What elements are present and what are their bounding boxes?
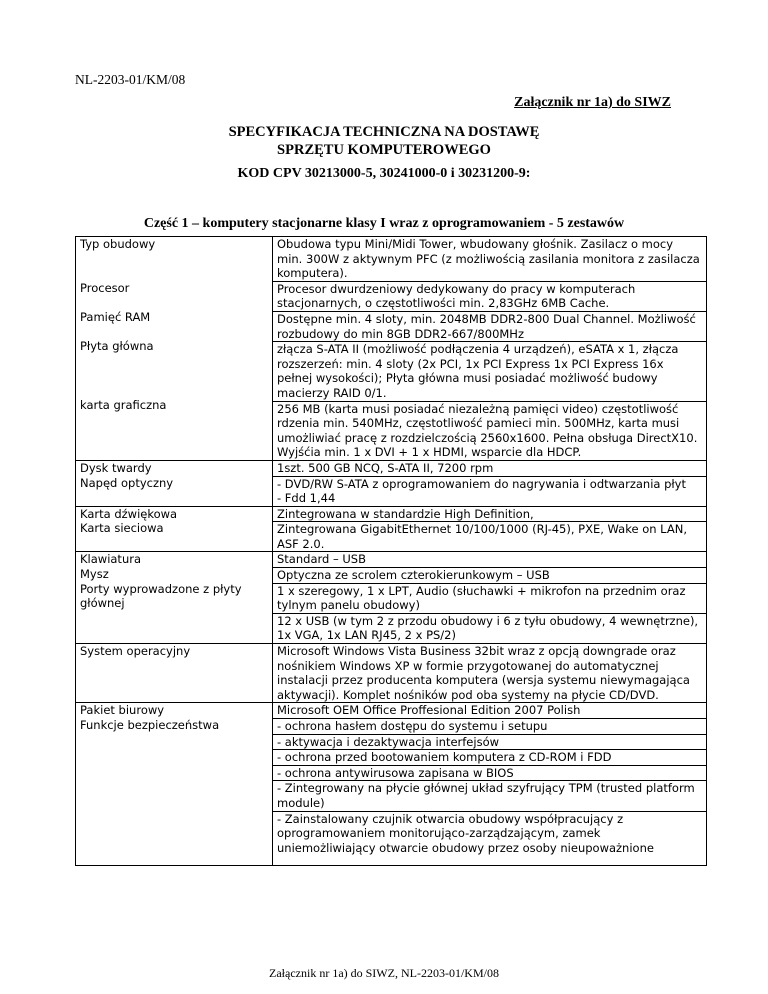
- spec-row: [76, 506, 707, 552]
- spec-label: Mysz: [80, 567, 109, 582]
- spec-label: [80, 266, 268, 281]
- spec-label: karta graficzna: [80, 397, 167, 412]
- spec-value-cell: [273, 703, 707, 866]
- spec-value: - ochrona przed bootowaniem komputera z CD-ROM i FDD: [273, 750, 706, 766]
- spec-value: Zintegrowana w standardzie High Definition,: [273, 507, 706, 523]
- spec-label: Porty wyprowadzone z płyty głównej: [80, 581, 242, 611]
- document-title: [0, 123, 768, 159]
- spec-row: [76, 237, 707, 461]
- spec-value: Procesor dwurdzeniowy dedykowany do pracy w komputerach stacjonarnych, o częstotliwości min. 2,83GHz 6MB Cache.: [273, 282, 706, 312]
- spec-row: [76, 552, 707, 644]
- spec-label-cell: [76, 703, 273, 866]
- spec-value: - aktywacja i dezaktywacja interfejsów: [273, 735, 706, 751]
- spec-value-cell: [273, 237, 707, 461]
- spec-label: [80, 295, 268, 310]
- spec-label: [80, 325, 268, 340]
- spec-value: 1 x szeregowy, 1 x LPT, Audio (słuchawki + mikrofon na przednim oraz tylnym panelu obudowy): [273, 584, 706, 614]
- spec-label-cell: [76, 506, 273, 552]
- spec-label: Karta dźwiękowa: [80, 506, 178, 521]
- spec-label: [80, 368, 268, 383]
- spec-label-cell: [76, 237, 273, 461]
- cpv-code: KOD CPV 30213000-5, 30241000-0 i 30231200-9:: [237, 166, 531, 181]
- spec-row: [76, 703, 707, 866]
- spec-value: Zintegrowana GigabitEthernet 10/100/1000 (RJ-45), PXE, Wake on LAN, ASF 2.0.: [277, 522, 687, 551]
- spec-value: - ochrona antywirusowa zapisana w BIOS: [273, 766, 706, 782]
- spec-label-cell: [76, 552, 273, 644]
- spec-label: [80, 252, 268, 267]
- spec-value-cell: [273, 552, 707, 644]
- spec-label: Płyta główna: [80, 339, 154, 354]
- spec-value: - Zainstalowany czujnik otwarcia obudowy współpracujący z oprogramowaniem monitorująco-zarządzającym, zamek uniemożliwiający otwarcie obudowy przez osoby nieupoważnione: [277, 811, 654, 855]
- spec-value: Obudowa typu Mini/Midi Tower, wbudowany głośnik. Zasilacz o mocy min. 300W z aktywnym PFC (z możliwością zasilania monitora z zasilacza komputera).: [273, 237, 706, 282]
- spec-label: Karta sieciowa: [80, 521, 164, 536]
- spec-label: [80, 354, 268, 369]
- spec-value: złącza S-ATA II (możliwość podłączenia 4 urządzeń), eSATA x 1, złącza rozszerzeń: min. 4 sloty (2x PCI, 1x PCI Express 1x PCI Express 16x pełnej wysokości); Płyta główna musi posiadać możliwość budowy macierzy RAID 0/1.: [273, 342, 706, 401]
- spec-label: Napęd optyczny: [80, 475, 174, 490]
- spec-value-cell: [273, 460, 707, 506]
- part-title: Część 1 – komputery stacjonarne klasy I wraz z oprogramowaniem - 5 zestawów: [143, 216, 625, 231]
- spec-value: - DVD/RW S-ATA z oprogramowaniem do nagrywania i odtwarzania płyt - Fdd 1,44: [277, 476, 686, 506]
- spec-label: Pakiet biurowy: [80, 703, 165, 718]
- spec-label: Procesor: [80, 280, 130, 295]
- spec-label-cell: [76, 460, 273, 506]
- spec-value: Optyczna ze scrolem czterokierunkowym – USB: [273, 568, 706, 584]
- spec-value: - Zintegrowany na płycie głównej układ szyfrujący TPM (trusted platform module): [273, 781, 706, 811]
- annex-title: Załącznik nr 1a) do SIWZ: [514, 95, 671, 110]
- spec-value: 1szt. 500 GB NCQ, S-ATA II, 7200 rpm: [273, 461, 706, 477]
- spec-label: Typ obudowy: [80, 237, 156, 251]
- document-reference: NL-2203-01/KM/08: [75, 72, 186, 87]
- spec-value: - ochrona hasłem dostępu do systemu i setupu: [273, 719, 706, 735]
- spec-row: [76, 644, 707, 703]
- spec-value: Microsoft Windows Vista Business 32bit wraz z opcją downgrade oraz nośnikiem Windows XP w formie przygotowanej do automatycznej instalacji przez producenta komputera (wersja systemu niewymagająca aktywacji). Komplet nośników pod oba systemy na płycie CD/DVD.: [277, 644, 690, 702]
- spec-label: [80, 383, 268, 398]
- spec-value: Dostępne min. 4 sloty, min. 2048MB DDR2-800 Dual Channel. Możliwość rozbudowy do min 8GB DDR2-667/800MHz: [273, 312, 706, 342]
- spec-label: Pamięć RAM: [80, 309, 151, 324]
- spec-label: Funkcje bezpieczeństwa: [80, 718, 220, 732]
- spec-value: Standard – USB: [273, 552, 706, 568]
- specification-table: [75, 236, 707, 866]
- spec-label-cell: [76, 644, 273, 703]
- spec-value: Microsoft OEM Office Proffesional Edition 2007 Polish: [273, 703, 706, 719]
- spec-label: Klawiatura: [80, 552, 142, 567]
- page-footer: Załącznik nr 1a) do SIWZ, NL-2203-01/KM/08: [269, 966, 499, 980]
- spec-value-cell: [273, 644, 707, 703]
- spec-value-cell: [273, 506, 707, 552]
- spec-label: System operacyjny: [80, 644, 191, 659]
- spec-value: 12 x USB (w tym 2 z przodu obudowy i 6 z tyłu obudowy, 4 wewnętrzne), 1x VGA, 1x LAN RJ45, 2 x PS/2): [277, 613, 699, 643]
- document-title-line2: SPRZĘTU KOMPUTEROWEGO: [277, 142, 491, 158]
- spec-label: Dysk twardy: [80, 460, 152, 475]
- spec-value: 256 MB (karta musi posiadać niezależną pamięci video) częstotliwość rdzenia min. 540MHz, częstotliwość pamieci min. 500MHz, karta musi umożliwiać pracę z rozdzielczością 2560x1600. Pełna obsługa DirectX10. Wyjśćia min. 1 x DVI + 1 x HDMI, wsparcie dla HDCP.: [277, 401, 698, 460]
- spec-row: [76, 460, 707, 506]
- document-title-line1: SPECYFIKACJA TECHNICZNA NA DOSTAWĘ: [228, 124, 540, 140]
